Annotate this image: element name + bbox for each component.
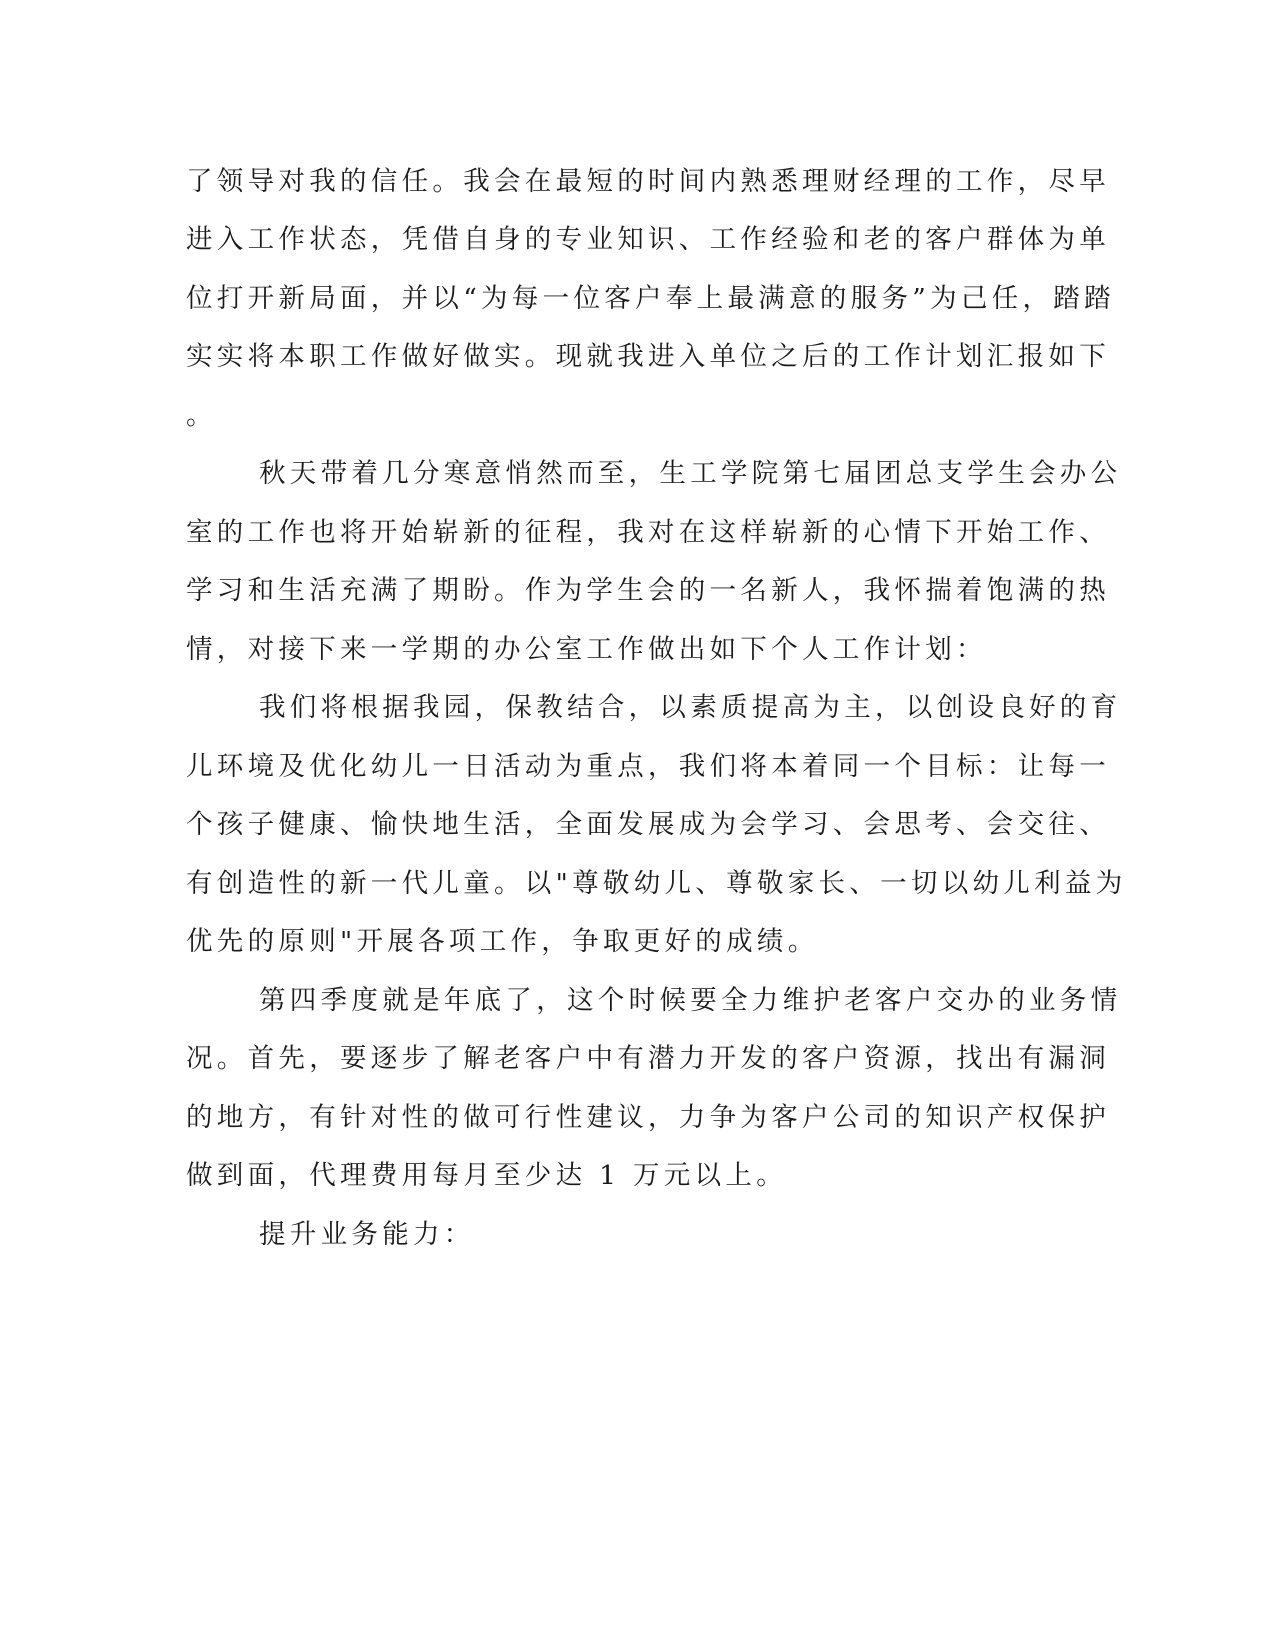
paragraph-4-line-3: 的地方，有针对性的做可行性建议，力争为客户公司的知识产权保护 <box>186 1102 1110 1133</box>
paragraph-1-line-2: 进入工作状态，凭借自身的专业知识、工作经验和老的客户群体为单 <box>186 224 1110 255</box>
paragraph-2-line-3: 学习和生活充满了期盼。作为学生会的一名新人，我怀揣着饱满的热 <box>186 575 1110 606</box>
paragraph-3-line-4: 有创造性的新一代儿童。以"尊敬幼儿、尊敬家长、一切以幼儿利益为 <box>186 868 1127 899</box>
paragraph-4-line-1: 第四季度就是年底了，这个时候要全力维护老客户交办的业务情 <box>259 985 1122 1016</box>
paragraph-3-line-3: 个孩子健康、愉快地生活，全面发展成为会学习、会思考、会交往、 <box>186 809 1110 840</box>
paragraph-4-line-4: 做到面，代理费用每月至少达 1 万元以上。 <box>186 1160 788 1191</box>
paragraph-4-line-2: 况。首先，要逐步了解老客户中有潜力开发的客户资源，找出有漏洞 <box>186 1043 1110 1074</box>
paragraph-1-line-1: 了领导对我的信任。我会在最短的时间内熟悉理财经理的工作，尽早 <box>186 166 1110 197</box>
paragraph-5-line-1: 提升业务能力： <box>259 1219 475 1250</box>
paragraph-1-line-5: 。 <box>186 400 217 431</box>
paragraph-1-line-3: 位打开新局面，并以“为每一位客户奉上最满意的服务”为己任，踏踏 <box>186 283 1115 314</box>
paragraph-2-line-2: 室的工作也将开始崭新的征程，我对在这样崭新的心情下开始工作、 <box>186 517 1110 548</box>
paragraph-3-line-5: 优先的原则"开展各项工作，争取更好的成绩。 <box>186 926 819 957</box>
paragraph-1-line-4: 实实将本职工作做好做实。现就我进入单位之后的工作计划汇报如下 <box>186 341 1110 372</box>
paragraph-3-line-2: 儿环境及优化幼儿一日活动为重点，我们将本着同一个目标：让每一 <box>186 751 1110 782</box>
paragraph-2-line-1: 秋天带着几分寒意悄然而至，生工学院第七届团总支学生会办公 <box>259 458 1122 489</box>
paragraph-2-line-4: 情，对接下来一学期的办公室工作做出如下个人工作计划： <box>186 634 987 665</box>
paragraph-3-line-1: 我们将根据我园，保教结合，以素质提高为主，以创设良好的育 <box>259 692 1122 723</box>
